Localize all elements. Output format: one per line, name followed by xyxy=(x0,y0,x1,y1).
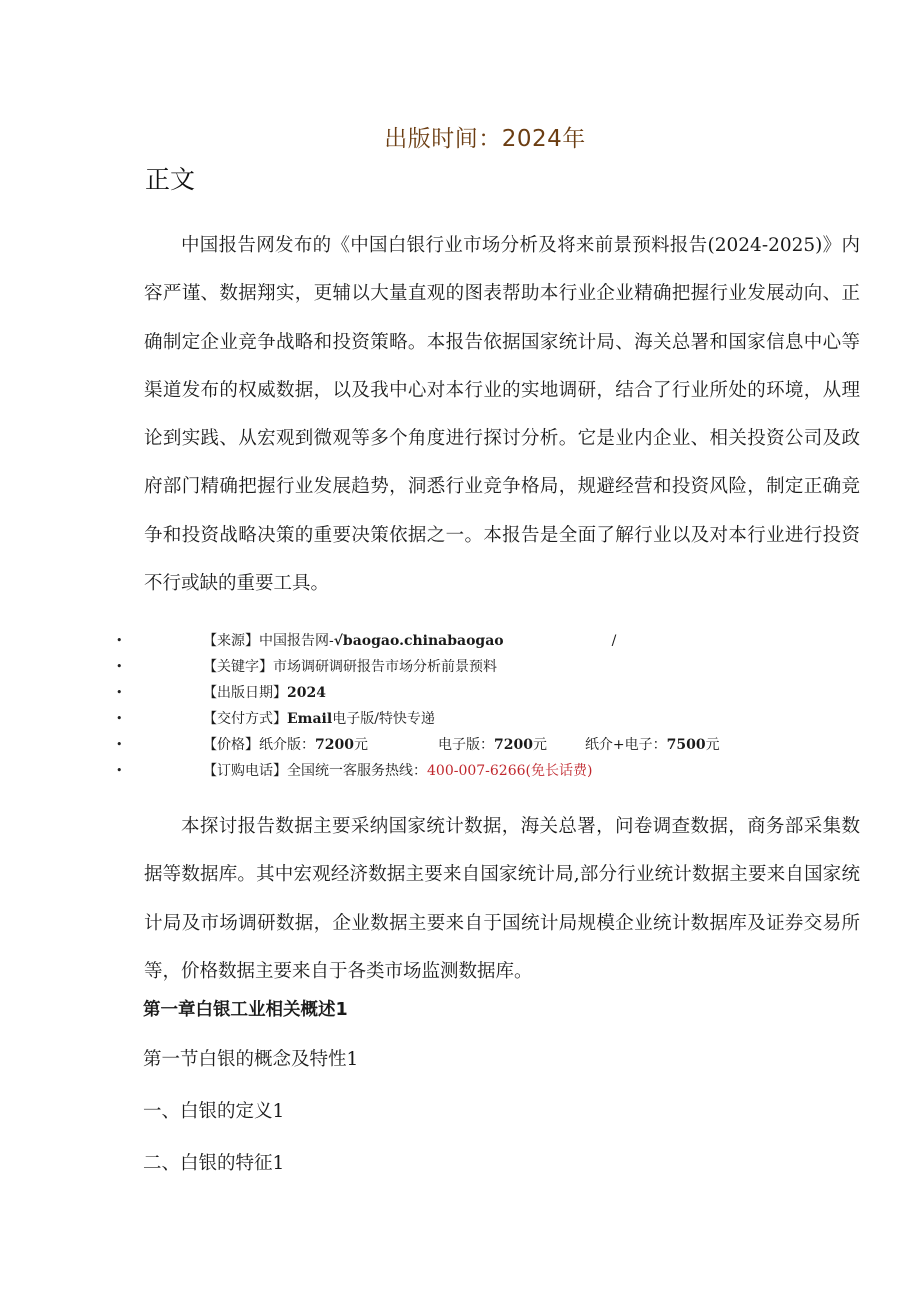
info-keywords xyxy=(0,654,920,680)
keywords-value: 市场调研调研报告市场分析前景预料 xyxy=(273,659,497,675)
bullet-icon: • xyxy=(116,738,123,751)
price-paper: 7200 xyxy=(315,737,354,753)
source-tail: / xyxy=(611,633,617,649)
bullet-icon: • xyxy=(116,634,123,647)
toc-section-1[interactable]: 第一节白银的概念及特性1 xyxy=(143,1049,359,1070)
info-source xyxy=(0,628,920,654)
date-value: 2024 xyxy=(287,685,326,701)
price-label: 【价格】纸介版： xyxy=(203,737,315,753)
delivery-email: Email xyxy=(287,711,333,727)
price-unit: 元 xyxy=(532,737,547,753)
price-both: 7500 xyxy=(666,737,706,753)
price-e-label: 电子版： xyxy=(437,737,494,753)
phone-label: 【订购电话】全国统一客服务热线： xyxy=(203,763,427,779)
toc-item-1[interactable]: 一、白银的定义1 xyxy=(143,1101,285,1122)
source-link[interactable]: √baogao.chinabaogao xyxy=(333,633,504,649)
source-label: 【来源】中国报告网- xyxy=(203,633,334,649)
date-label: 【出版日期】 xyxy=(203,685,287,701)
publish-time: 出版时间：2024年 xyxy=(384,126,586,152)
keywords-label: 【关键字】 xyxy=(203,659,273,675)
price-e: 7200 xyxy=(493,737,533,753)
info-delivery xyxy=(0,706,920,732)
info-text xyxy=(203,706,435,732)
toc-chapter-1[interactable]: 第一章白银工业相关概述1 xyxy=(143,1000,348,1020)
section-title: 正文 xyxy=(145,165,196,194)
info-phone xyxy=(0,758,920,784)
report-info-list xyxy=(0,628,920,784)
phone-number[interactable]: 400-007-6266 xyxy=(427,763,526,779)
info-date xyxy=(0,680,920,706)
data-source-paragraph: 本探讨报告数据主要采纳国家统计数据，海关总署，问卷调查数据，商务部采集数据等数据库。其中宏观经济数据主要来自国家统计局,部分行业统计数据主要来自国家统计局及市场调研数据，企业数据主要来自于国统计局规模企业统计数据库及证券交易所等，价格数据主要来自于各类市场监测数据库。 xyxy=(144,816,860,982)
delivery-value: 电子版/特快专递 xyxy=(332,711,435,727)
bullet-icon: • xyxy=(116,712,123,725)
intro-paragraph: 中国报告网发布的《中国白银行业市场分析及将来前景预料报告(2024-2025)》内容严谨、数据翔实，更辅以大量直观的图表帮助本行业企业精确把握行业发展动向、正确制定企业竞争战略和投资策略。本报告依据国家统计局、海关总署和国家信息中心等渠道发布的权威数据，以及我中心对本行业的实地调研，结合了行业所处的环境，从理论到实践、从宏观到微观等多个角度进行探讨分析。它是业内企业、相关投资公司及政府部门精确把握行业发展趋势，洞悉行业竞争格局，规避经营和投资风险，制定正确竞争和投资战略决策的重要决策依据之一。本报告是全面了解行业以及对本行业进行投资不行或缺的重要工具。 xyxy=(144,235,860,595)
toc-item-2[interactable]: 二、白银的特征1 xyxy=(143,1153,285,1174)
delivery-label: 【交付方式】 xyxy=(203,711,287,727)
price-unit: 元 xyxy=(353,737,368,753)
price-both-label: 纸介+电子： xyxy=(584,737,667,753)
info-text xyxy=(203,680,326,706)
bullet-icon: • xyxy=(116,764,123,777)
info-price xyxy=(0,732,920,758)
phone-note: (免长话费) xyxy=(525,763,593,779)
price-unit: 元 xyxy=(705,737,720,753)
info-text xyxy=(203,628,616,654)
bullet-icon: • xyxy=(116,660,123,673)
bullet-icon: • xyxy=(116,686,123,699)
info-text xyxy=(203,654,497,680)
info-text xyxy=(203,732,720,758)
info-text xyxy=(203,758,592,784)
